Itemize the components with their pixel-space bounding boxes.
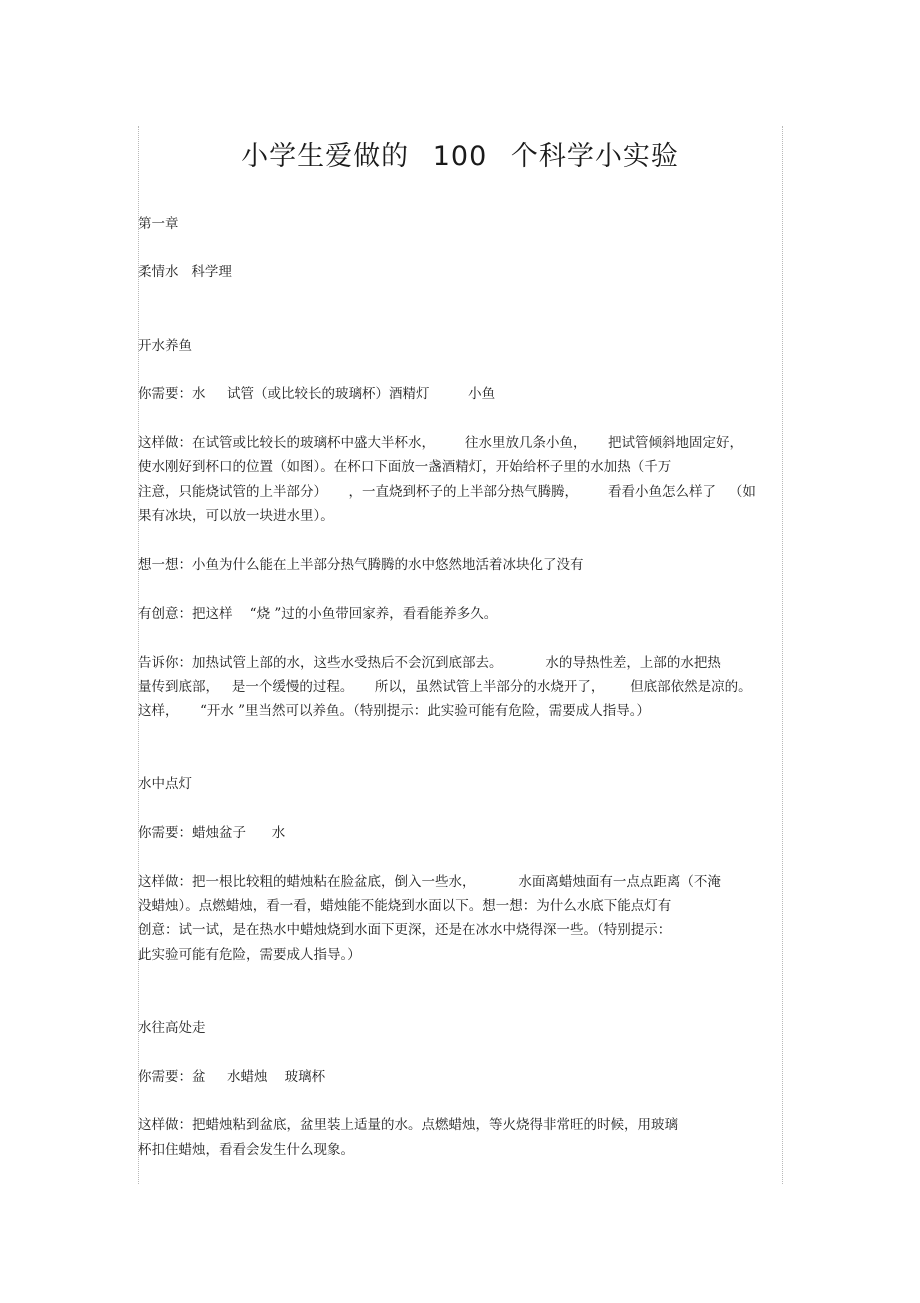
section-heading: 水往高处走	[138, 1020, 206, 1036]
section-heading: 开水养鱼	[138, 338, 192, 354]
section-steps-line: 使水刚好到杯口的位置（如图）。在杯口下面放一盏酒精灯，开始给杯子里的水加热（千万	[138, 459, 672, 475]
section-steps-line: 杯扣住蜡烛，看看会发生什么现象。	[138, 1142, 354, 1158]
section-steps-line: 没蜡烛）。点燃蜡烛，看一看，蜡烛能不能烧到水面以下。想一想：为什么水底下能点灯有	[138, 898, 672, 914]
section-steps-line: 创意：试一试，是在热水中蜡烛烧到水面下更深，还是在冰水中烧得深一些。（特别提示：	[138, 922, 672, 938]
chapter-subtitle: 柔情水 科学理	[138, 264, 232, 280]
section-needs: 你需要：蜡烛盆子 水	[138, 825, 286, 841]
section-steps-line: 这样做：把一根比较粗的蜡烛粘在脸盆底，倒入一些水， 水面离蜡烛面有一点点距离（不淹	[138, 874, 721, 890]
section-steps-line: 果有冰块，可以放一块进水里）。	[138, 508, 334, 524]
section-creative: 有创意：把这样 “烧 ”过的小鱼带回家养，看看能养多久。	[138, 606, 498, 622]
section-steps-line: 注意，只能烧试管的上半部分） ，一直烧到杯子的上半部分热气腾腾， 看看小鱼怎么样了 （如	[138, 484, 756, 500]
section-steps-line: 此实验可能有危险，需要成人指导。）	[138, 947, 361, 963]
section-needs: 你需要：水 试管（或比较长的玻璃杯）酒精灯 小鱼	[138, 386, 496, 402]
section-heading: 水中点灯	[138, 776, 192, 792]
section-needs: 你需要：盆 水蜡烛 玻璃杯	[138, 1069, 326, 1085]
section-tell-line: 这样， “开水 ”里当然可以养鱼。（特别提示：此实验可能有危险，需要成人指导。）	[138, 703, 651, 719]
section-tell-line: 量传到底部， 是一个缓慢的过程。 所以，虽然试管上半部分的水烧开了， 但底部依然是凉的。	[138, 679, 752, 695]
document-title: 小学生爱做的 100 个科学小实验	[241, 141, 679, 172]
section-tell-line: 告诉你：加热试管上部的水，这些水受热后不会沉到底部去。 水的导热性差，上部的水把热	[138, 655, 721, 671]
section-steps-line: 这样做：把蜡烛粘到盆底，盆里装上适量的水。点燃蜡烛，等火烧得非常旺的时候，用玻璃	[138, 1117, 678, 1133]
chapter-label: 第一章	[138, 216, 179, 232]
section-think: 想一想：小鱼为什么能在上半部分热气腾腾的水中悠然地活着冰块化了没有	[138, 557, 584, 573]
section-steps-line: 这样做：在试管或比较长的玻璃杯中盛大半杯水， 往水里放几条小鱼， 把试管倾斜地固定好，	[138, 435, 743, 451]
